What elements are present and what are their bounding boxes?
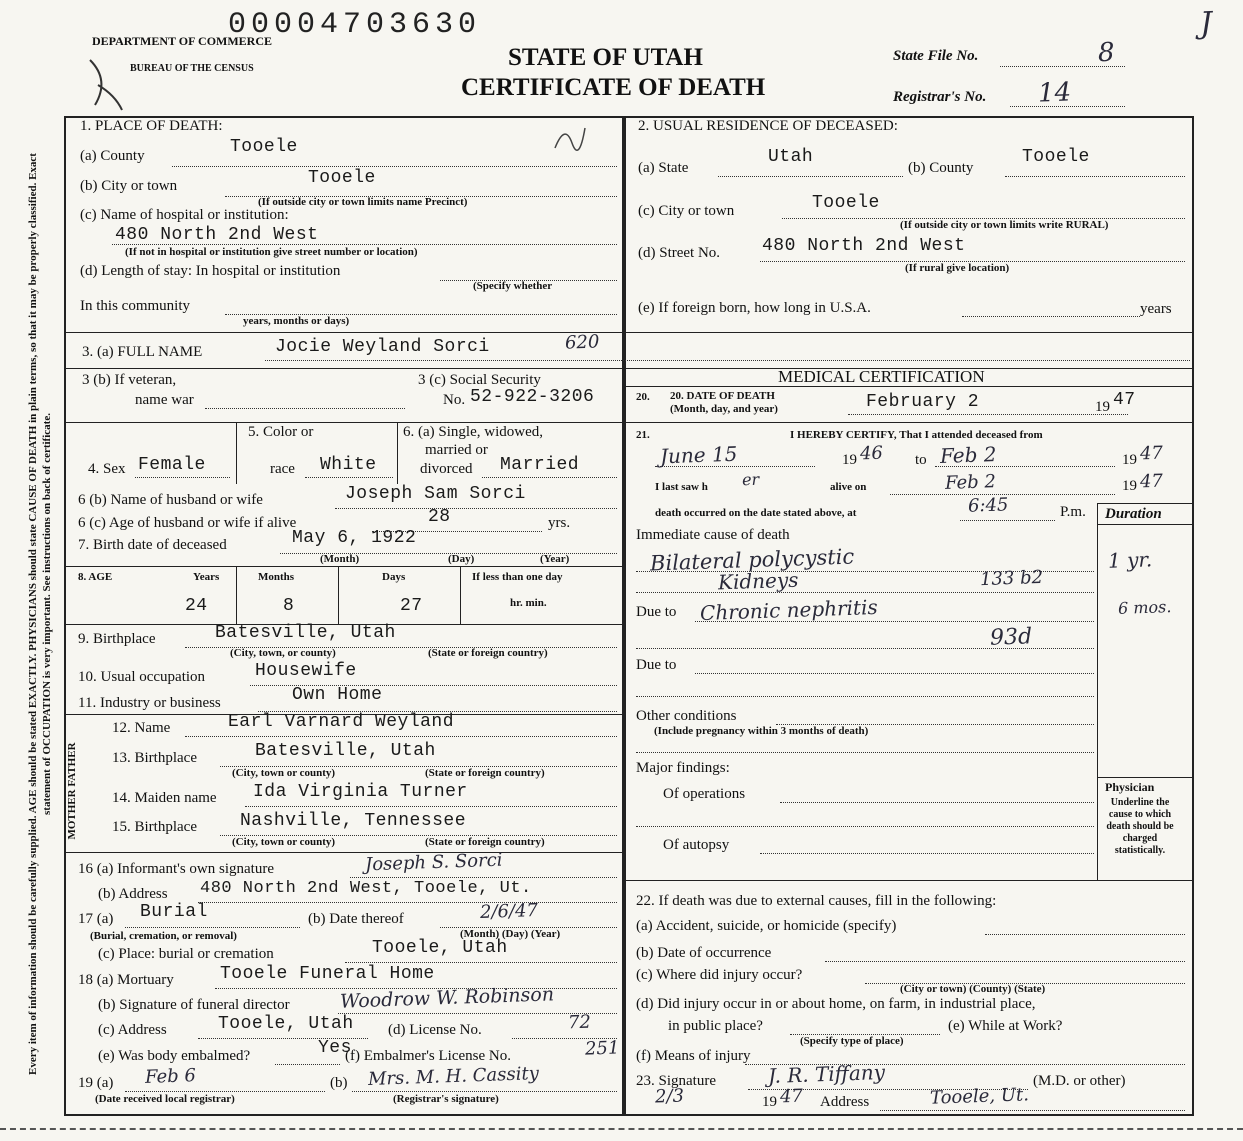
alive-year-prefix: 19 <box>1122 478 1137 494</box>
reg-note-a: (Date received local registrar) <box>95 1093 235 1105</box>
mother-bp-note-2: (State or foreign country) <box>425 836 545 848</box>
age-days-hdr: Days <box>382 571 406 583</box>
res-state-label: (a) State <box>638 160 689 176</box>
alive-year: 47 <box>1139 470 1164 493</box>
cert-text: I HEREBY CERTIFY, That I attended deceased from <box>790 429 1043 441</box>
registrar-value: 14 <box>1037 77 1072 109</box>
pod-county: Tooele <box>230 137 298 157</box>
veteran-label: 3 (b) If veteran, <box>82 372 177 388</box>
immediate-duration: 1 yr. <box>1107 547 1153 573</box>
check-mark <box>80 50 130 120</box>
to-label: to <box>915 452 927 468</box>
yrs-label: yrs. <box>548 515 571 531</box>
burial-date-label: (b) Date thereof <box>308 911 404 927</box>
ssn: 52-922-3206 <box>470 387 595 407</box>
burial-place-label: (c) Place: burial or cremation <box>98 946 274 962</box>
birth: May 6, 1922 <box>292 528 417 548</box>
pod-county-label: (a) County <box>80 148 145 164</box>
res-county: Tooele <box>1022 147 1090 167</box>
res-street-label: (d) Street No. <box>638 245 721 261</box>
corner-mark: J <box>1199 5 1213 42</box>
embalmed: Yes <box>318 1038 352 1058</box>
immediate-cause-2: Kidneys <box>717 567 799 595</box>
father-bp: Batesville, Utah <box>255 741 436 761</box>
embalmer: 251 <box>584 1037 620 1060</box>
res-street-note: (If rural give location) <box>905 262 1010 274</box>
burial-date-note: (Month) (Day) (Year) <box>460 928 561 940</box>
ext-label: 22. If death was due to external causes, fill in the following: <box>636 893 997 909</box>
sig-year-prefix: 19 <box>762 1094 777 1110</box>
res-city: Tooele <box>812 193 880 213</box>
bureau-label: BUREAU OF THE CENSUS <box>130 63 254 74</box>
color-label: 5. Color or <box>248 424 314 440</box>
director-label: (b) Signature of funeral director <box>98 997 290 1013</box>
ops-label: Of operations <box>663 786 746 802</box>
serial-number: 00004703630 <box>228 8 482 42</box>
burial-label: 17 (a) <box>78 911 114 927</box>
father-name: Earl Varnard Weyland <box>228 712 455 732</box>
reg-label-a: 19 (a) <box>78 1075 114 1091</box>
day-lbl: (Day) <box>448 553 475 565</box>
industry: Own Home <box>292 685 383 705</box>
mortuary-label: 18 (a) Mortuary <box>78 972 174 988</box>
full-name: Jocie Weyland Sorci <box>275 337 490 357</box>
burial-date: 2/6/47 <box>479 899 539 924</box>
attend-to: Feb 2 <box>939 442 997 468</box>
father-bp-note-1: (City, town or county) <box>232 767 336 779</box>
scribble-mark <box>550 118 590 158</box>
major-label: Major findings: <box>636 760 730 776</box>
physician-note: Underline the cause to which death should be charged statistically. <box>1106 797 1174 856</box>
physician-sig: J. R. Tiffany <box>767 1059 886 1089</box>
med-heading: MEDICAL CERTIFICATION <box>778 367 985 386</box>
informant-sig-label: 16 (a) Informant's own signature <box>78 861 274 877</box>
due1-label: Due to <box>636 604 677 620</box>
sex: Female <box>138 455 206 475</box>
mother-bp-note-1: (City, town or county) <box>232 836 336 848</box>
age-label: 8. AGE <box>78 571 113 583</box>
last-saw-label: I last saw h <box>655 481 708 493</box>
attend-from: June 15 <box>659 441 738 469</box>
dod-note: (Month, day, and year) <box>670 403 778 415</box>
marital-label-3: divorced <box>420 461 473 477</box>
age-years: 24 <box>185 596 208 616</box>
alive-label: alive on <box>830 481 867 493</box>
dod-label: 20. DATE OF DEATH <box>670 390 775 402</box>
ssn-no-label: No. <box>443 392 466 408</box>
embalmer-label: (f) Embalmer's License No. <box>345 1048 511 1064</box>
res-state: Utah <box>768 147 814 167</box>
spouse-age-label: 6 (c) Age of husband or wife if alive <box>78 515 297 531</box>
dod: February 2 <box>866 392 980 412</box>
registrar-label: Registrar's No. <box>893 89 987 105</box>
informant-addr: 480 North 2nd West, Tooele, Ut. <box>200 879 532 898</box>
cert-title: CERTIFICATE OF DEATH <box>461 74 766 101</box>
perforation <box>0 1128 1243 1136</box>
pod-city-label: (b) City or town <box>80 178 178 194</box>
ext-c: (c) Where did injury occur? <box>636 967 803 983</box>
cert-num: 21. <box>636 429 650 441</box>
addr-label: Address <box>820 1094 870 1110</box>
pod-community-label: In this community <box>80 298 190 314</box>
birthplace: Batesville, Utah <box>215 623 396 643</box>
immediate-code: 133 b2 <box>979 566 1044 591</box>
from-year-prefix: 19 <box>842 452 857 468</box>
state-title: STATE OF UTAH <box>508 44 703 71</box>
res-county-label: (b) County <box>908 160 974 176</box>
month-lbl: (Month) <box>320 553 360 565</box>
birthplace-note-1: (City, town, or county) <box>230 647 336 659</box>
ext-d-note: (Specify type of place) <box>800 1035 904 1047</box>
informant-addr-label: (b) Address <box>98 886 168 902</box>
year-lbl: (Year) <box>540 553 570 565</box>
pod-city-note: (If outside city or town limits name Precinct) <box>258 196 468 208</box>
mort-addr: Tooele, Utah <box>218 1014 354 1034</box>
autopsy-label: Of autopsy <box>663 837 730 853</box>
pod-specify-note: (Specify whether <box>473 280 553 292</box>
sig-year: 47 <box>779 1085 804 1108</box>
time-suffix: P.m. <box>1060 504 1086 520</box>
license-label: (d) License No. <box>388 1022 482 1038</box>
reg-label-b: (b) <box>330 1075 348 1091</box>
birthplace-note-2: (State or foreign country) <box>428 647 548 659</box>
res-years-label: years <box>1140 301 1172 317</box>
sex-label: 4. Sex <box>88 461 126 477</box>
dod-year: 47 <box>1113 390 1136 410</box>
reg-note-b: (Registrar's signature) <box>393 1093 499 1105</box>
director-sig: Woodrow W. Robinson <box>339 983 555 1013</box>
marital-label-2: married or <box>425 442 488 458</box>
ext-a: (a) Accident, suicide, or homicide (specify) <box>636 918 897 934</box>
state-file-label: State File No. <box>893 48 979 64</box>
side-instructions-text: Every item of information should be carefully supplied. AGE should be stated EXACTLY. PHYSICIANS should state CAUSE OF DEATH in plain terms, so that it may be properly classified. Exact statement of OCCUPATION is very important. See instructions on back of certificate. <box>27 153 53 1075</box>
spouse: Joseph Sam Sorci <box>345 484 526 504</box>
immediate-cause-1: Bilateral polycystic <box>649 544 855 576</box>
birth-label: 7. Birth date of deceased <box>78 537 227 553</box>
pod-hospital: 480 North 2nd West <box>115 225 319 245</box>
full-name-label: 3. (a) FULL NAME <box>82 344 203 360</box>
birthplace-label: 9. Birthplace <box>78 631 156 647</box>
reg-date: Feb 6 <box>144 1065 197 1088</box>
from-year: 46 <box>859 442 884 465</box>
race: White <box>320 455 377 475</box>
occupation-label: 10. Usual occupation <box>78 669 206 685</box>
burial: Burial <box>140 902 208 922</box>
father-name-label: 12. Name <box>112 720 171 736</box>
death-time: 6:45 <box>967 494 1009 517</box>
pod-hospital-note: (If not in hospital or institution give street number or location) <box>125 246 418 258</box>
full-name-mark: 620 <box>564 331 600 354</box>
res-city-label: (c) City or town <box>638 203 735 219</box>
burial-place: Tooele, Utah <box>372 938 508 958</box>
informant-sig: Joseph S. Sorci <box>364 849 503 876</box>
ext-d-2: in public place? <box>668 1018 763 1034</box>
ext-b: (b) Date of occurrence <box>636 945 772 961</box>
immediate-label: Immediate cause of death <box>636 527 790 543</box>
spouse-label: 6 (b) Name of husband or wife <box>78 492 263 508</box>
sig-label: 23. Signature <box>636 1073 716 1089</box>
other-label: Other conditions <box>636 708 737 724</box>
sig-date: 2/3 <box>654 1085 685 1108</box>
other-note: (Include pregnancy within 3 months of death) <box>654 725 869 737</box>
age-months: 8 <box>283 596 295 616</box>
father-bp-note-2: (State or foreign country) <box>425 767 545 779</box>
ext-d-1: (d) Did injury occur in or about home, on farm, in industrial place, <box>636 996 1036 1012</box>
pod-stay-label: (d) Length of stay: In hospital or institution <box>80 263 341 279</box>
age-months-hdr: Months <box>258 571 295 583</box>
mort-addr-label: (c) Address <box>98 1022 167 1038</box>
physician-addr: Tooele, Ut. <box>929 1084 1030 1109</box>
age-days: 27 <box>400 596 423 616</box>
ext-e: (e) While at Work? <box>948 1018 1063 1034</box>
due2-label: Due to <box>636 657 677 673</box>
mother-bp: Nashville, Tennessee <box>240 811 467 831</box>
mother-name-label: 14. Maiden name <box>112 790 217 806</box>
md-label: (M.D. or other) <box>1033 1073 1126 1089</box>
ext-c-note: (City or town) (County) (State) <box>900 983 1046 995</box>
due1-cause: Chronic nephritis <box>699 594 879 626</box>
mortuary: Tooele Funeral Home <box>220 964 435 984</box>
last-saw-her: er <box>741 469 760 490</box>
ext-f: (f) Means of injury <box>636 1048 751 1064</box>
spouse-age: 28 <box>428 507 451 527</box>
ssn-label: 3 (c) Social Security <box>418 372 541 388</box>
marital: Married <box>500 455 580 475</box>
age-years-hdr: Years <box>193 571 220 583</box>
pod-city: Tooele <box>308 168 376 188</box>
parents-side-label: MOTHER FATHER <box>66 742 78 840</box>
marital-label-1: 6. (a) Single, widowed, <box>403 424 543 440</box>
time-label: death occurred on the date stated above, at <box>655 507 857 519</box>
burial-note: (Burial, cremation, or removal) <box>90 930 237 942</box>
due1-code: 93d <box>989 624 1033 651</box>
res-heading: 2. USUAL RESIDENCE OF DECEASED: <box>638 118 898 134</box>
res-street: 480 North 2nd West <box>762 236 966 256</box>
mother-bp-label: 15. Birthplace <box>112 819 197 835</box>
father-bp-label: 13. Birthplace <box>112 750 197 766</box>
age-less-day-hdr: If less than one day <box>472 571 563 583</box>
age-hr-min: hr. min. <box>510 597 547 609</box>
side-instructions <box>0 130 60 1110</box>
dod-year-prefix: 19 <box>1095 399 1110 415</box>
alive-on: Feb 2 <box>944 471 997 494</box>
due1-duration: 6 mos. <box>1117 597 1172 618</box>
res-city-note: (If outside city or town limits write RURAL) <box>900 219 1109 231</box>
to-year: 47 <box>1139 442 1164 465</box>
duration-hdr: Duration <box>1105 506 1162 522</box>
occupation: Housewife <box>255 661 357 681</box>
to-year-prefix: 19 <box>1122 452 1137 468</box>
pod-heading: 1. PLACE OF DEATH: <box>80 118 223 134</box>
reg-sig: Mrs. M. H. Cassity <box>367 1063 540 1090</box>
dod-num: 20. <box>636 391 650 403</box>
dept-label: DEPARTMENT OF COMMERCE <box>92 34 273 48</box>
pod-community-note: years, months or days) <box>243 315 350 327</box>
res-foreign-label: (e) If foreign born, how long in U.S.A. <box>638 300 871 316</box>
embalmed-label: (e) Was body embalmed? <box>98 1048 251 1064</box>
war-label: name war <box>135 392 194 408</box>
state-file-value: 8 <box>1097 37 1116 69</box>
physician-hdr: Physician <box>1105 780 1155 794</box>
race-label: race <box>270 461 295 477</box>
mother-name: Ida Virginia Turner <box>253 782 468 802</box>
pod-hospital-label: (c) Name of hospital or institution: <box>80 207 289 223</box>
industry-label: 11. Industry or business <box>78 695 221 711</box>
license: 72 <box>567 1011 592 1034</box>
